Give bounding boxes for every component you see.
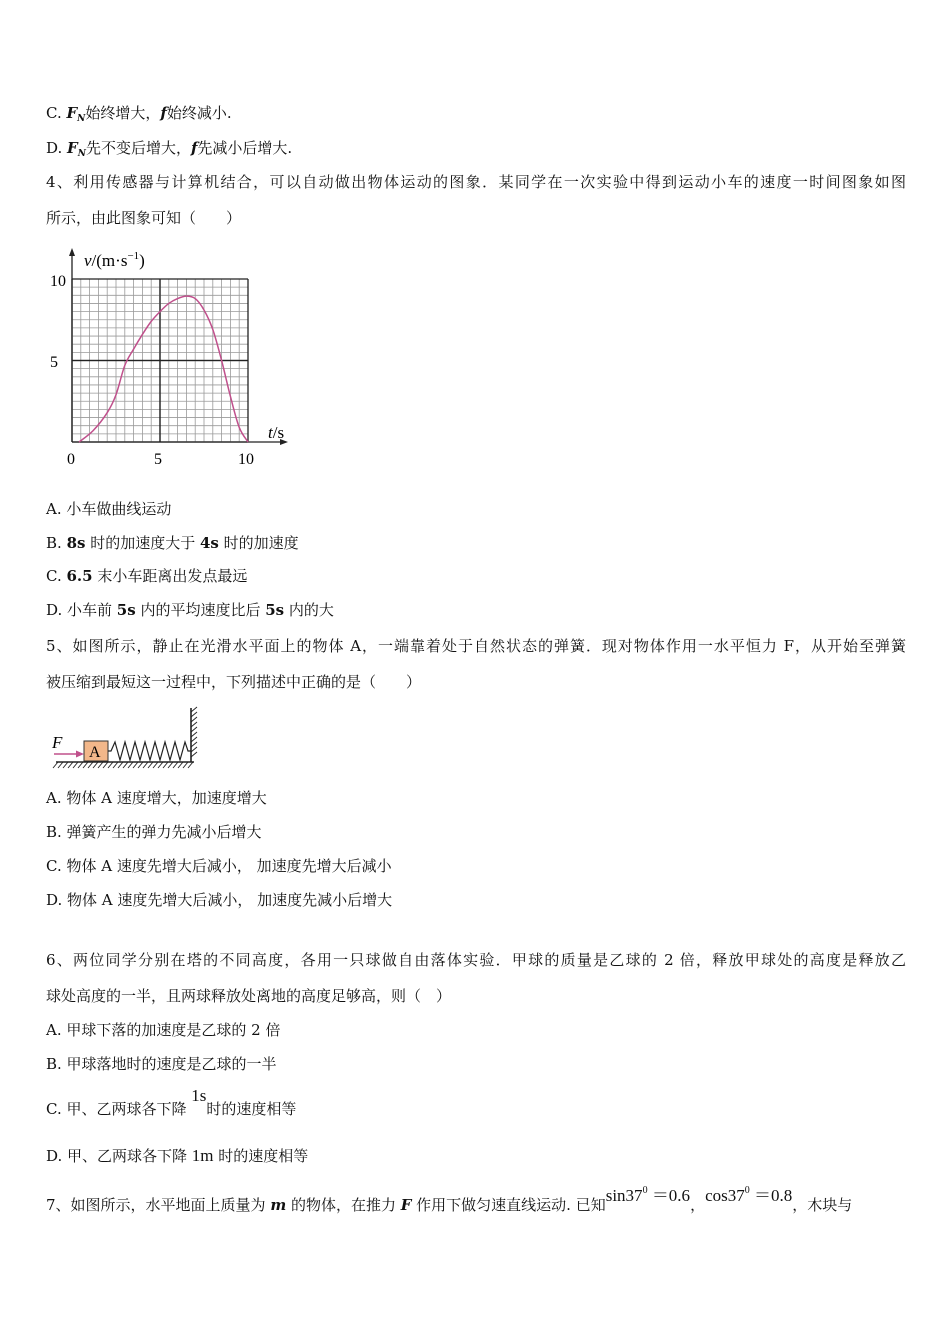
ground-hatch-line <box>108 762 113 768</box>
ground-hatch-line <box>118 762 123 768</box>
ground-hatch-line <box>123 762 128 768</box>
ground-hatch-line <box>113 762 118 768</box>
x-tick-label-10: 10 <box>238 451 254 468</box>
ground-hatch-line <box>133 762 138 768</box>
q7-stem: 7、如图所示，水平地面上质量为 m 的物体，在推力 F 作用下做匀速直线运动. 已知$\sin 37^0 =0.6$，$\cos 37^0 =0.8$，木块与 <box>46 1185 853 1214</box>
ground-hatch-line <box>128 762 133 768</box>
wall-hatch-line <box>191 712 197 717</box>
wall-hatch-line <box>191 732 197 737</box>
y-tick-label-5: 5 <box>50 354 58 371</box>
vt-chart <box>40 240 310 475</box>
ground-hatch-line <box>63 762 68 768</box>
ground-hatch-line <box>103 762 108 768</box>
ground-hatch-line <box>53 762 58 768</box>
ground-hatch-line <box>168 762 173 768</box>
wall-hatch-line <box>191 722 197 727</box>
force-arrow-head <box>76 751 84 758</box>
wall-hatch-line <box>191 752 197 757</box>
spring-block-figure <box>48 704 203 774</box>
ground-hatch-line <box>138 762 143 768</box>
q5-option-a: A. 物体 A 速度增大，加速度增大 <box>46 789 267 807</box>
q6-option-b: B. 甲球落地时的速度是乙球的一半 <box>46 1055 277 1073</box>
y-axis-label: $v/(m\cdot s^{-1})$ <box>84 250 145 270</box>
q5-option-d: D. 物体 A 速度先增大后减小， 加速度先减小后增大 <box>46 891 393 909</box>
ground-hatch-line <box>143 762 148 768</box>
wall-hatch-line <box>191 727 197 732</box>
wall-hatch-line <box>191 717 197 722</box>
y-axis-arrow <box>69 248 75 256</box>
q4-stem-line2: 所示，由此图象可知（ ） <box>46 209 242 227</box>
q4-option-b: B. 8s 时的加速度大于 4s 时的加速度 <box>46 534 299 552</box>
ground-hatch-line <box>178 762 183 768</box>
wall-hatch-line <box>191 707 197 712</box>
ground-hatch-line <box>83 762 88 768</box>
q3-option-c: C. $F_N$始终增大，f始终减小. <box>46 104 232 124</box>
ground-hatch-line <box>183 762 188 768</box>
q6-option-d: D. 甲、乙两球各下降 1m 时的速度相等 <box>46 1146 309 1165</box>
ground-hatch-line <box>88 762 93 768</box>
q5-option-c: C. 物体 A 速度先增大后减小， 加速度先增大后减小 <box>46 857 392 875</box>
ground-hatch-line <box>148 762 153 768</box>
ground-hatch <box>53 762 193 768</box>
x-tick-label-5: 5 <box>154 451 162 468</box>
q6-stem-line1: 6、两位同学分别在塔的不同高度，各用一只球做自由落体实验．甲球的质量是乙球的 2 倍，释放甲球处的高度是释放乙 <box>46 951 906 969</box>
wall-hatch <box>191 707 197 757</box>
q6-stem-line2: 球处高度的一半，且两球释放处离地的高度足够高，则（ ） <box>46 987 452 1005</box>
velocity-curve <box>79 296 248 442</box>
q3-option-d: D. $F_N$先不变后增大，f先减小后增大. <box>46 139 293 159</box>
ground-hatch-line <box>93 762 98 768</box>
x-axis-label: t/s <box>268 423 285 442</box>
ground-hatch-line <box>98 762 103 768</box>
q4-option-d: D. 小车前 5s 内的平均速度比后 5s 内的大 <box>46 601 334 619</box>
ground-hatch-line <box>58 762 63 768</box>
wall-hatch-line <box>191 747 197 752</box>
ground-hatch-line <box>163 762 168 768</box>
force-label: F <box>52 733 63 752</box>
q5-stem-line2: 被压缩到最短这一过程中，下列描述中正确的是（ ） <box>46 673 422 691</box>
ground-hatch-line <box>153 762 158 768</box>
chart-grid <box>69 248 288 445</box>
wall-hatch-line <box>191 737 197 742</box>
ground-hatch-line <box>158 762 163 768</box>
y-tick-label-10: 10 <box>50 273 66 290</box>
q4-option-c: C. 6.5 末小车距离出发点最远 <box>46 567 248 585</box>
q6-option-c: C. 甲、乙两球各下降 1s时的速度相等 <box>46 1086 297 1118</box>
ground-hatch-line <box>188 762 193 768</box>
ground-hatch-line <box>73 762 78 768</box>
x-tick-label-0: 0 <box>67 451 75 468</box>
ground-hatch-line <box>68 762 73 768</box>
ground-hatch-line <box>173 762 178 768</box>
spring <box>108 742 191 760</box>
q6-option-a: A. 甲球下落的加速度是乙球的 2 倍 <box>46 1021 281 1039</box>
wall-hatch-line <box>191 742 197 747</box>
q5-option-b: B. 弹簧产生的弹力先减小后增大 <box>46 823 262 841</box>
ground-hatch-line <box>78 762 83 768</box>
block-a-label: A <box>89 744 101 761</box>
q4-option-a: A. 小车做曲线运动 <box>46 500 172 518</box>
q4-stem-line1: 4、利用传感器与计算机结合，可以自动做出物体运动的图象．某同学在一次实验中得到运动小车的速度一时间图象如图 <box>46 173 906 191</box>
chart-curve-layer <box>79 296 248 442</box>
q5-stem-line1: 5、如图所示，静止在光滑水平面上的物体 A，一端靠着处于自然状态的弹簧．现对物体作用一水平恒力 F，从开始至弹簧 <box>46 637 906 655</box>
